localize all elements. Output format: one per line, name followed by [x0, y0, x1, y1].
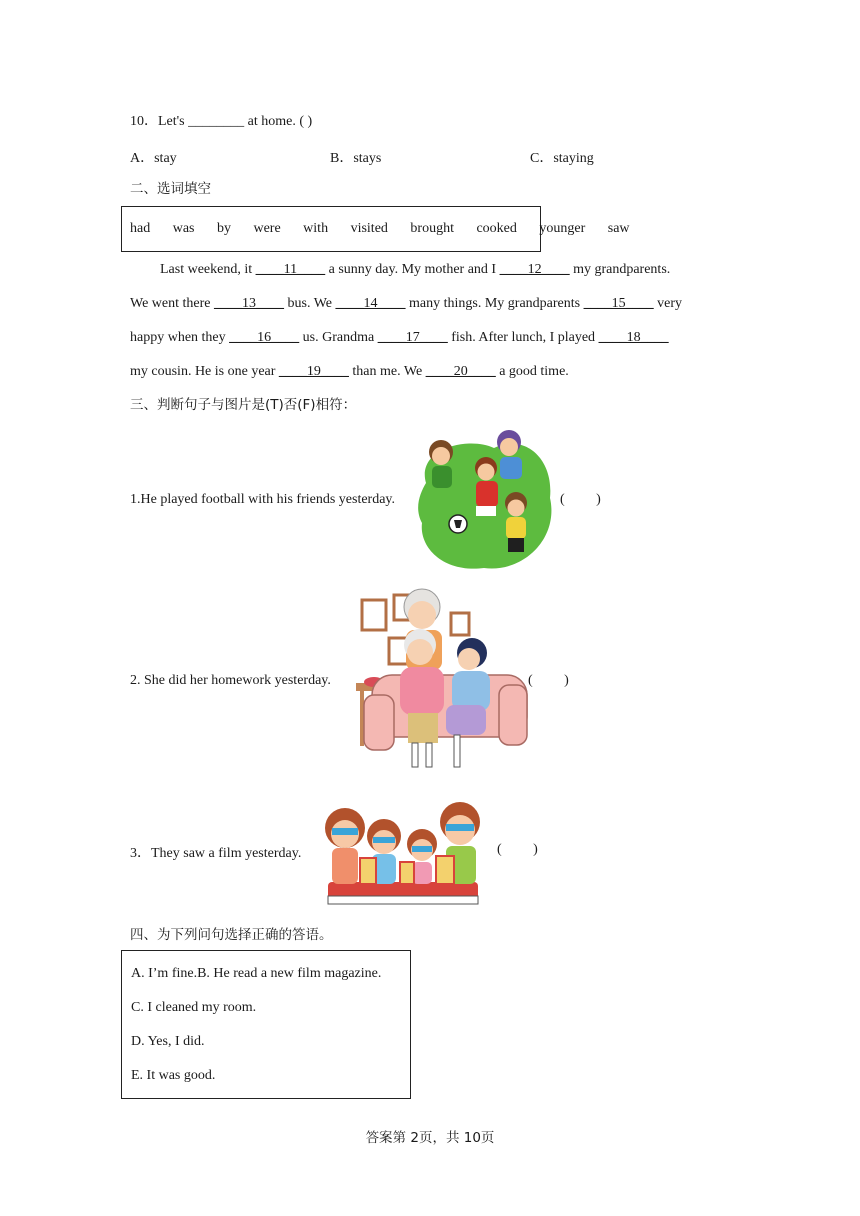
- answer-options-box: [121, 950, 411, 1099]
- passage-text: fish. After lunch, I played: [447, 330, 599, 345]
- passage-text: many things. My grandparents: [405, 296, 584, 311]
- passage-text: a good time.: [495, 364, 569, 379]
- section-4-title: 四、为下列问句选择正确的答语。: [130, 927, 333, 943]
- word-bank-box: [121, 206, 630, 252]
- item-1-answer-paren: ( ): [560, 492, 601, 507]
- question-10-stem: 10．Let's ________ at home. ( ): [130, 114, 313, 129]
- passage-text: us. Grandma: [299, 330, 378, 345]
- blank-13: ____13____: [214, 296, 284, 311]
- answer-option-ab: A. I’m fine.B. He read a new film magazine.: [131, 966, 382, 981]
- item-1-sentence: 1.He played football with his friends yesterday.: [130, 492, 396, 507]
- blank-16: ____16____: [229, 330, 300, 345]
- grandparents-sofa-picture: [354, 585, 530, 775]
- passage-text: my cousin. He is one year: [130, 364, 279, 379]
- blank-14: ____14____: [335, 296, 406, 311]
- blank-18: ____18____: [598, 330, 669, 345]
- passage-line-4: [130, 363, 569, 381]
- blank-12: ____12____: [499, 262, 570, 277]
- section-2-title: 二、选词填空: [130, 181, 211, 197]
- q10-option-c: C．staying: [530, 151, 594, 166]
- football-kids-picture: [414, 428, 556, 572]
- item-2-sentence: 2. She did her homework yesterday.: [130, 673, 331, 688]
- blank-17: ____17____: [377, 330, 448, 345]
- item-3-sentence: 3．They saw a film yesterday.: [130, 846, 302, 861]
- blank-15: ____15____: [583, 296, 654, 311]
- passage-text: my grandparents.: [569, 262, 671, 277]
- blank-19: ____19____: [278, 364, 349, 379]
- item-2-answer-paren: ( ): [528, 673, 569, 688]
- answer-option-d: D. Yes, I did.: [131, 1034, 205, 1049]
- family-watching-film-picture: [320, 800, 484, 908]
- passage-text: a sunny day. My mother and I: [325, 262, 500, 277]
- section-3-title: 三、判断句子与图片是(T)否(F)相符：: [130, 397, 357, 413]
- q10-option-b: B．stays: [330, 151, 382, 166]
- answer-option-c: C. I cleaned my room.: [131, 1000, 257, 1015]
- passage-text: very: [653, 296, 682, 311]
- answer-option-e: E. It was good.: [131, 1068, 216, 1083]
- item-3-answer-paren: ( ): [497, 842, 538, 857]
- passage-line-3: [130, 329, 669, 347]
- word-bank: had was by were with visited brought cooked younger saw: [130, 221, 630, 236]
- blank-20: ____20____: [425, 364, 496, 379]
- passage-text: We went there: [130, 296, 214, 311]
- passage-line-1: [160, 261, 670, 279]
- q10-option-a: A．stay: [130, 151, 177, 166]
- passage-text: bus. We: [284, 296, 336, 311]
- page-footer: 答案第 2页，共 10页: [365, 1130, 495, 1146]
- passage-line-2: [130, 295, 682, 313]
- passage-text: Last weekend, it: [160, 262, 256, 277]
- passage-text: than me. We: [348, 364, 426, 379]
- passage-text: happy when they: [130, 330, 230, 345]
- blank-11: ____11____: [255, 262, 326, 277]
